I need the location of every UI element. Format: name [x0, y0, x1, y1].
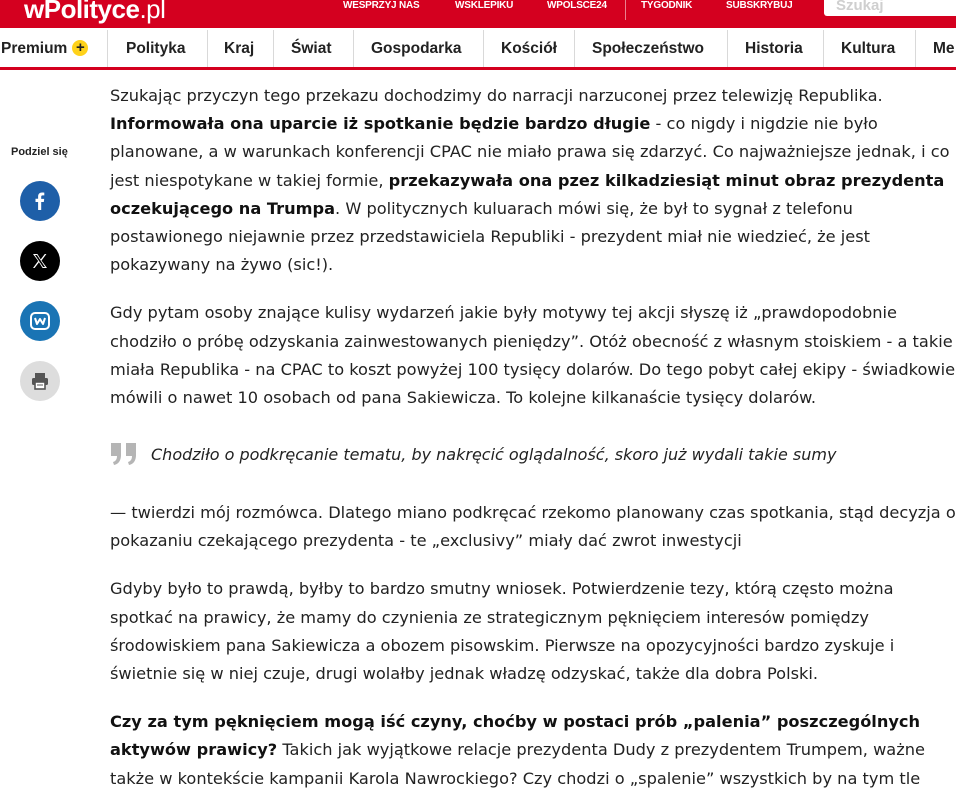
nav-divider — [727, 30, 728, 67]
category-nav — [0, 28, 956, 70]
toplink-subskrybuj[interactable]: SUBSKRYBUJ — [726, 0, 793, 11]
nav-item-historia[interactable]: Historia — [745, 40, 803, 57]
paragraph-bold-text: Informowała ona uparcie iż spotkanie będzie bardzo długie — [110, 114, 651, 134]
article-paragraph — [110, 708, 956, 793]
article-body — [110, 82, 956, 432]
premium-plus-icon: + — [72, 40, 88, 56]
paragraph-text: Szukając przyczyn tego przekazu dochodzimy do narracji narzuconej przez telewizję Republika. — [110, 86, 883, 105]
toplink-tygodnik[interactable]: TYGODNIK — [641, 0, 693, 11]
nav-item-polityka[interactable]: Polityka — [126, 40, 186, 57]
nav-item-label: Premium — [1, 40, 68, 57]
nav-item-spoleczenstwo[interactable]: Społeczeństwo — [592, 40, 704, 57]
nav-divider — [574, 30, 575, 67]
share-facebook-button[interactable] — [20, 181, 60, 221]
top-bar — [0, 0, 956, 28]
share-label: Podziel się — [11, 146, 68, 158]
paragraph-bold-text: przekazywała ona pzez kilkadziesiąt minut obraz prezydenta oczekującego na Trumpa — [110, 170, 945, 218]
nav-item-kultura[interactable]: Kultura — [841, 40, 896, 57]
x-icon — [32, 253, 48, 269]
paragraph-bold-text: Czy za tym pęknięciem mogą iść czyny, choćby w postaci prób „palenia” poszczególnych aktywów prawicy? — [110, 712, 921, 760]
site-logo[interactable] — [24, 0, 165, 25]
nav-item-gospodarka[interactable]: Gospodarka — [371, 40, 462, 57]
nav-item-more[interactable]: Me — [933, 40, 955, 57]
nav-divider — [483, 30, 484, 67]
search-box — [824, 0, 956, 16]
nav-divider — [273, 30, 274, 67]
logo-text: wPolityce — [24, 0, 140, 24]
toplink-wesprzyj[interactable]: WESPRZYJ NAS — [343, 0, 420, 11]
search-input[interactable] — [836, 0, 956, 14]
article-paragraph: Gdyby było to prawdą, byłby to bardzo smutny wniosek. Potwierdzenie tezy, którą często można spotkać na prawicy, że mamy do czynienia ze strategicznym pęknięciem interesów pomiędzy środowiskiem pana Sakiewicza a obozem pisowskim. Pierwsze na opozycyjności bardzo zyskuje i świetnie się w niej czuje, drugi wolałby jednak władzę odzyskać, także dla dobra Polski. — [110, 579, 895, 684]
paragraph-text: Takich jak wyjątkowe relacje prezydenta Dudy z prezydentem Trumpem, ważne także w kontekście kampanii Karola Nawrockiego? Czy chodzi o „spalenie” wszystkich by na tym tle — [110, 740, 925, 788]
paragraph-text: - co nigdy i nigdzie nie było planowane, a w warunkach konferencji CPAC nie miało prawa się zdarzyć. Co najważniejsze jednak, i co jest niespotykane w takiej formie, — [110, 114, 950, 190]
toplink-wpolsce24[interactable]: WPOLSCE24 — [547, 0, 607, 11]
nav-item-kraj[interactable]: Kraj — [224, 40, 255, 57]
share-x-button[interactable] — [20, 241, 60, 281]
nav-divider — [823, 30, 824, 67]
article-paragraph: Gdy pytam osoby znające kulisy wydarzeń jakie były motywy tej akcji słyszę iż „prawdopodobnie chodziło o próbę odzyskania zainwestowanych pieniędzy”. Otóż obecność z własnym stoiskiem - a takie miała Republika - na CPAC to koszt powyżej 100 tysięcy dolarów. Do tego pobyt całej ekipy - świadkowie mówili o nawet 10 osobach od pana Sakiewicza. To kolejne kilkanaście tysięcy dolarów. — [110, 303, 956, 408]
topbar-divider — [625, 0, 626, 20]
nav-item-swiat[interactable]: Świat — [291, 40, 332, 57]
share-wykop-button[interactable] — [20, 301, 60, 341]
blockquote — [110, 440, 956, 470]
logo-suffix: .pl — [139, 0, 166, 24]
nav-item-premium[interactable] — [1, 28, 88, 67]
nav-divider — [207, 30, 208, 67]
nav-divider — [107, 30, 108, 67]
quote-icon — [110, 442, 138, 466]
article-paragraph — [110, 82, 956, 279]
nav-divider — [915, 30, 916, 67]
article-paragraph: — twierdzi mój rozmówca. Dlatego miano podkręcać rzekomo planowany czas spotkania, stąd decyzja o pokazaniu czekającego prezydenta - te „exclusivy” miały dać zwrot inwestycji — [110, 503, 956, 551]
nav-divider — [353, 30, 354, 67]
print-button[interactable] — [20, 361, 60, 401]
quote-text: Chodziło o podkręcanie tematu, by nakręcić oglądalność, skoro już wydali takie sumy — [151, 445, 837, 464]
paragraph-text: . W politycznych kuluarach mówi się, że był to sygnał z telefonu postawionego niejawnie przez przedstawiciela Republiki - prezydent miał nie wiedzieć, że jest pokazywany na żywo (sic!). — [110, 198, 870, 275]
toplink-wsklepiku[interactable]: WSKLEPIKU — [455, 0, 514, 11]
print-icon — [30, 371, 50, 391]
nav-item-kosciol[interactable]: Kościół — [501, 40, 557, 57]
wykop-icon — [29, 310, 51, 332]
facebook-icon — [30, 191, 50, 211]
article-body-continued — [110, 499, 956, 793]
